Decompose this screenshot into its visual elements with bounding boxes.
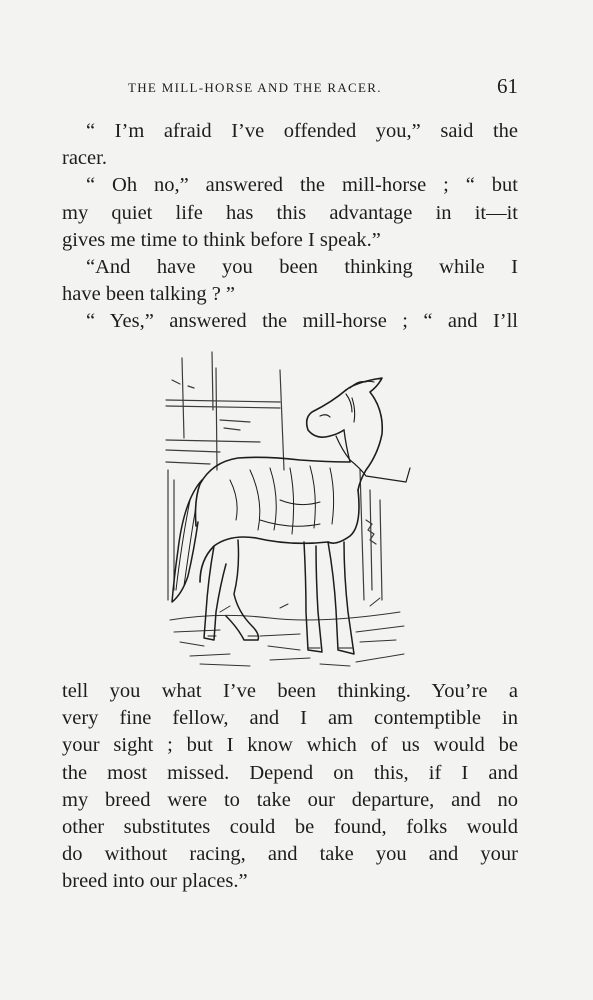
text-line: tell you what I’ve been thinking. You’re a [62, 680, 518, 702]
page-header [62, 74, 518, 100]
text-line: other substitutes could be found, folks would [62, 816, 518, 839]
text-line: gives me time to think before I speak.” [62, 228, 381, 251]
text-line: have been talking ? ” [62, 283, 236, 306]
text-line: the most missed. Depend on this, if I and [62, 761, 518, 784]
page-number: 61 [497, 74, 518, 98]
text-line: do without racing, and take you and your [62, 843, 518, 866]
running-title: THE MILL-HORSE AND THE RACER. [128, 80, 382, 95]
text-line: very fine fellow, and I am contemptible in [62, 707, 518, 730]
text-line: breed into our places.” [62, 870, 248, 893]
text-line: your sight ; but I know which of us would be [62, 734, 518, 757]
body-text-bottom [62, 678, 518, 896]
text-line: my quiet life has this advantage in it—it [62, 201, 518, 224]
text-line: racer. [62, 147, 107, 170]
text-line: “ Oh no,” answered the mill-horse ; “ but [86, 174, 518, 197]
text-line: “ I’m afraid I’ve offended you,” said the [86, 120, 518, 142]
text-line: “And have you been thinking while I [86, 256, 518, 279]
text-line: “ Yes,” answered the mill-horse ; “ and I’ll [86, 310, 518, 333]
horse-illustration [160, 350, 420, 670]
text-line: my breed were to take our departure, and no [62, 788, 518, 811]
body-text-top [62, 118, 518, 336]
horse-engraving [160, 350, 420, 670]
